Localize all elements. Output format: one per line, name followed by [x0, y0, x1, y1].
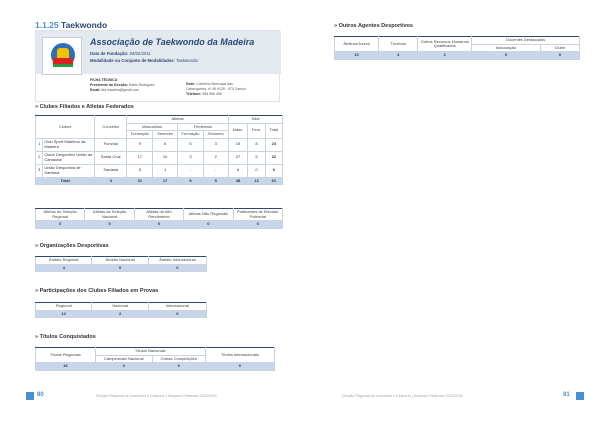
- header-nacional: Nacional: [92, 303, 148, 311]
- header-selecao-regional: Atletas de Seleção Regional: [36, 209, 85, 221]
- section-name: Taekwondo: [61, 20, 108, 30]
- header-tecnicos: Técnicos: [379, 37, 418, 52]
- value-ambito-internacional: 0: [148, 264, 206, 272]
- total: 32: [265, 151, 282, 164]
- value-alto-rendimento: 0: [134, 221, 183, 229]
- grand-total: 61: [265, 177, 282, 185]
- titles-table: [35, 347, 275, 371]
- clubs-title: » Clubes Filiados e Atletas Federados: [35, 104, 134, 110]
- value-titulos-internacionais: 0: [205, 363, 274, 371]
- president-label: Presidente da Direção:: [90, 82, 128, 87]
- table-row: [36, 221, 283, 229]
- founded-line: [90, 51, 151, 56]
- header-masculinos: Masculinos: [127, 123, 178, 131]
- organizations-table: [35, 256, 207, 272]
- table-row: [36, 310, 207, 318]
- masc-seniores: 10: [153, 151, 178, 164]
- club-name: União Desportiva de Santana: [43, 164, 95, 177]
- header-docentes: Docentes Destacados: [472, 37, 580, 45]
- value-selecao-regional: 0: [36, 221, 85, 229]
- modality-line: [90, 58, 198, 63]
- total-concelho: 3: [95, 177, 127, 185]
- header-fem: Fem.: [248, 123, 265, 138]
- fem-seniores: -: [203, 164, 228, 177]
- participations-title: » Participações dos Clubes Filiados em Provas: [35, 288, 159, 294]
- header-elevado-potencial: Praticantes de Elevado Potencial: [233, 209, 282, 221]
- header-outros-recursos: Outros Recursos Humanos Qualificados: [418, 37, 472, 52]
- row-number: 2: [36, 151, 43, 164]
- grand-total-fem: 13: [248, 177, 265, 185]
- header-titulos-internacionais: Títulos Internacionais: [205, 348, 274, 363]
- masc-formacao: 5: [127, 164, 153, 177]
- total-masc-formacao: 31: [127, 177, 153, 185]
- value-associacao: 0: [472, 52, 541, 60]
- total-masc: 27: [228, 151, 248, 164]
- modality-value: Taekwondo: [176, 58, 198, 63]
- fem-formacao: -: [177, 164, 203, 177]
- total-fem-formacao: 8: [177, 177, 203, 185]
- header-ambito-nacional: Âmbito Nacional: [92, 257, 148, 265]
- header-associacao: Associação: [472, 44, 541, 52]
- value-elevado-potencial: 0: [233, 221, 282, 229]
- modality-label: Modalidade ou Conjunto de Modalidades:: [90, 58, 175, 63]
- page-number: 81: [563, 392, 570, 398]
- association-name: Associação de Taekwondo da Madeira: [90, 37, 255, 47]
- header-titulos-nacionais: Títulos Nacionais: [95, 348, 205, 356]
- table-row: [36, 363, 275, 371]
- phone-value: 966 556 456: [202, 91, 222, 96]
- value-outros-recursos: 2: [418, 52, 472, 60]
- clubs-table: [35, 115, 283, 185]
- organizations-title: » Organizações Desportivas: [35, 243, 109, 249]
- total-fem: 8: [248, 138, 265, 151]
- technical-info: [90, 78, 155, 93]
- table-row: [36, 151, 283, 164]
- sede-label: Sede:: [186, 82, 196, 86]
- header-arbitros: Árbitros/Juízes: [335, 37, 379, 52]
- ficha-tecnica-label: FICHA TÉCNICA: [90, 78, 118, 82]
- header-ambito-regional: Âmbito Regional: [36, 257, 92, 265]
- agents-table: [334, 36, 580, 60]
- header-internacional: Internacional: [148, 303, 206, 311]
- value-ambito-regional: 4: [36, 264, 92, 272]
- fem-formacao: 3: [177, 151, 203, 164]
- total-row: [36, 177, 283, 185]
- club-name: Club Sport Marítimo da Madeira: [43, 138, 95, 151]
- page-footer: Direção Regional de Juventude e Desporto | Desporto Federado 2015/2016: [96, 394, 217, 398]
- concelho: Santa Cruz: [95, 151, 127, 164]
- header-regional: Regional: [36, 303, 92, 311]
- address-line: Cabouqueira, nº 45 9125 - 070 Caniço: [186, 86, 246, 91]
- table-row: [36, 138, 283, 151]
- header-campeonato-nacional: Campeonato Nacional: [95, 355, 152, 363]
- total-fem-seniores: 5: [203, 177, 228, 185]
- value-selecao-nacional: 0: [85, 221, 134, 229]
- email-value: tkd.madeira@gmail.com: [101, 87, 140, 92]
- fem-seniores: 2: [203, 151, 228, 164]
- header-ambito-internacional: Âmbito Internacional: [148, 257, 206, 265]
- total-fem: 0: [248, 164, 265, 177]
- header-titulos-regionais: Títulos Regionais: [36, 348, 96, 363]
- value-nacional: 2: [92, 310, 148, 318]
- masc-formacao: 9: [127, 138, 153, 151]
- value-outras-competicoes: 0: [152, 363, 205, 371]
- value-campeonato-nacional: 0: [95, 363, 152, 371]
- header-seniores-f: Seniores: [203, 131, 228, 139]
- table-row: [36, 264, 207, 272]
- page-marker-icon: [576, 392, 584, 400]
- total: 23: [265, 138, 282, 151]
- titles-title: » Títulos Conquistados: [35, 334, 96, 340]
- header-total-col: Total: [265, 123, 282, 138]
- header-outras-competicoes: Outras Competições: [152, 355, 205, 363]
- total-label: Total: [36, 177, 95, 185]
- header-atletas: Atletas: [127, 116, 228, 124]
- logo-base-icon: [53, 64, 73, 67]
- value-nao-regionais: 0: [184, 221, 233, 229]
- fem-formacao: 5: [177, 138, 203, 151]
- header-masc: Masc.: [228, 123, 248, 138]
- address-info: [186, 82, 246, 97]
- table-row: [36, 164, 283, 177]
- value-titulos-regionais: 16: [36, 363, 96, 371]
- row-number: 3: [36, 164, 43, 177]
- header-formacao-f: Formação: [177, 131, 203, 139]
- header-femininos: Femininos: [177, 123, 228, 131]
- total-masc: 15: [228, 138, 248, 151]
- sede-value: Caminho Municipal das: [196, 82, 233, 86]
- email-label: Email:: [90, 87, 101, 92]
- value-arbitros: 10: [335, 52, 379, 60]
- header-selecao-nacional: Atletas de Seleção Nacional: [85, 209, 134, 221]
- total-fem: 5: [248, 151, 265, 164]
- grand-total-masc: 48: [228, 177, 248, 185]
- value-regional: 12: [36, 310, 92, 318]
- club-name: Clube Desportivo União da Camacha: [43, 151, 95, 164]
- header-alto-rendimento: Atletas de Alto Rendimento: [134, 209, 183, 221]
- athletes-selection-table: [35, 208, 283, 229]
- header-formacao-m: Formação: [127, 131, 153, 139]
- page-footer: Direção Regional de Juventude e Desporto | Desporto Federado 2015/2016: [342, 394, 463, 398]
- header-clubes: Clubes: [36, 116, 95, 139]
- header-nao-regionais: Atletas Não Regionais: [184, 209, 233, 221]
- association-card: [35, 30, 280, 102]
- founded-value: 04/02/2011: [129, 51, 151, 56]
- section-title: [35, 20, 107, 30]
- value-internacional: 0: [148, 310, 206, 318]
- header-seniores-m: Seniores: [153, 131, 178, 139]
- founded-label: Data de Fundação:: [90, 51, 129, 56]
- section-number: 1.1.25: [35, 20, 59, 30]
- total: 6: [265, 164, 282, 177]
- header-concelho: Concelho: [95, 116, 127, 139]
- association-logo: [42, 37, 82, 75]
- phone-label: Telefone:: [186, 91, 202, 96]
- row-number: 1: [36, 138, 43, 151]
- value-clube: 0: [540, 52, 579, 60]
- concelho: Santana: [95, 164, 127, 177]
- header-clube: Clube: [540, 44, 579, 52]
- total-masc: 6: [228, 164, 248, 177]
- concelho: Funchal: [95, 138, 127, 151]
- value-tecnicos: 4: [379, 52, 418, 60]
- president-value: Mário Rodrigues: [128, 82, 155, 87]
- right-page: [300, 0, 600, 424]
- page-number: 80: [37, 392, 44, 398]
- masc-formacao: 17: [127, 151, 153, 164]
- masc-seniores: 6: [153, 138, 178, 151]
- masc-seniores: 1: [153, 164, 178, 177]
- total-masc-seniores: 17: [153, 177, 178, 185]
- value-ambito-nacional: 0: [92, 264, 148, 272]
- fem-seniores: 3: [203, 138, 228, 151]
- header-total: Total: [228, 116, 282, 124]
- table-row: [335, 52, 580, 60]
- agents-title: » Outros Agentes Desportivos: [334, 23, 413, 29]
- participations-table: [35, 302, 207, 318]
- page-marker-icon: [26, 392, 34, 400]
